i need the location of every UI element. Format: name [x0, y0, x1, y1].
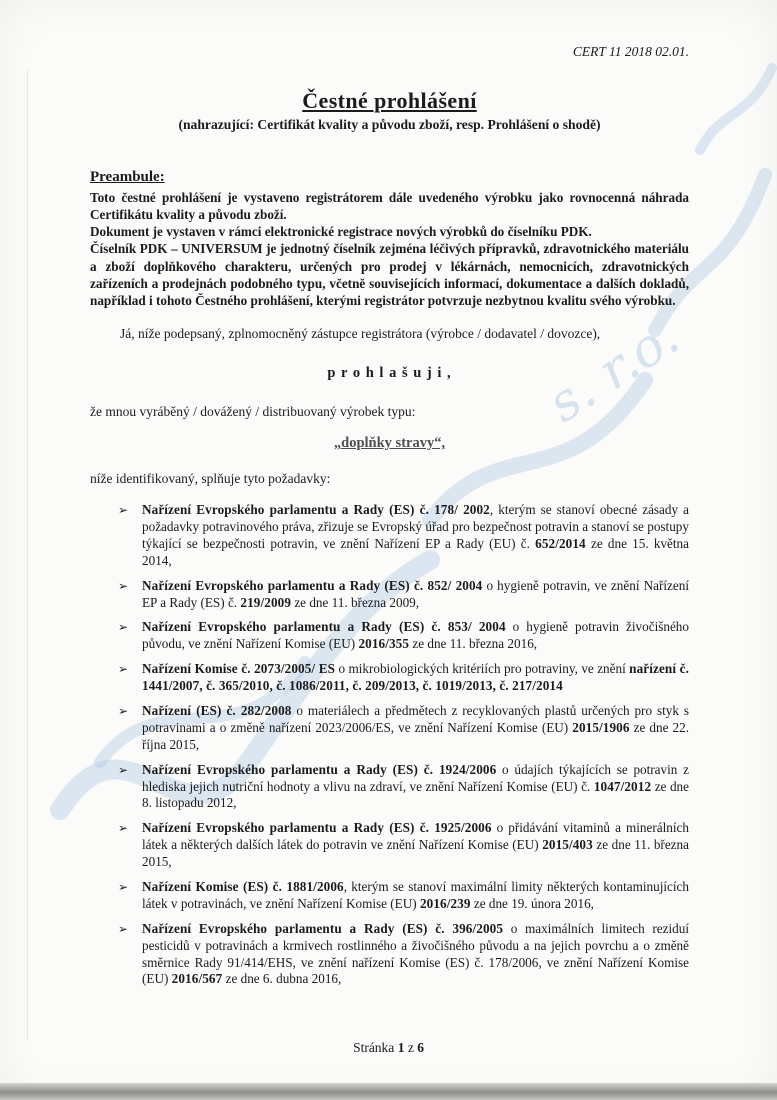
list-item [118, 762, 689, 813]
list-item-text: Nařízení Komise č. 2073/2005/ ES o mikrobiologických kritériích pro potraviny, ve znění nařízení č. 1441/2007, č. 365/2010, č. 1086/2011, č. 209/2013, č. 1019/2013, č. 217/2014 [142, 661, 689, 694]
list-item-text: Nařízení Evropského parlamentu a Rady (ES) č. 852/ 2004 o hygieně potravin, ve znění Nařízení EP a Rady (ES) č. 219/2009 ze dne 11. března 2009, [142, 577, 689, 610]
list-item-text: Nařízení Evropského parlamentu a Rady (ES) č. 1925/2006 o přidávání vitaminů a minerálních látek a některých dalších látek do potravin ve znění Nařízení Komise (EU) 2015/403 ze dne 11. března 2015, [142, 820, 689, 870]
scan-edge-artifact [0, 1083, 777, 1100]
page-title: Čestné prohlášení [302, 88, 477, 113]
list-item [118, 661, 689, 695]
page-subtitle: (nahrazující: Certifikát kvality a původu zboží, resp. Prohlášení o shodě) [178, 117, 601, 132]
bullet-arrow-icon: ➢ [118, 921, 129, 936]
preamble-block [90, 189, 689, 309]
declaration-word: p r o h l a š u j i , [327, 365, 452, 382]
list-item [118, 619, 689, 653]
list-item [118, 921, 689, 989]
list-item [118, 502, 689, 570]
page-footer: Stránka 1 z 6 [353, 1040, 424, 1055]
product-line: že mnou vyráběný / dovážený / distribuovaný výrobek typu: [90, 404, 416, 420]
list-item-text: Nařízení Komise (ES) č. 1881/2006, kterým se stanoví maximální limity některých kontaminujících látek v potravinách, ve znění Nařízení Komise (EU) 2016/239 ze dne 19. února 2016, [142, 879, 689, 911]
requirements-intro: níže identifikovaný, splňuje tyto požadavky: [90, 471, 331, 487]
list-item [118, 703, 689, 754]
bullet-arrow-icon: ➢ [118, 578, 129, 593]
list-item [118, 820, 689, 871]
list-item [118, 879, 689, 913]
document-code: CERT 11 2018 02.01. [572, 44, 689, 59]
list-item-text: Nařízení (ES) č. 282/2008 o materiálech a předmětech z recyklovaných plastů určených pro styk s potravinami a o změně nařízení 2023/2006/ES, ve znění Nařízení Komise (EU) 2015/1906 ze dne 22. října 2015, [142, 703, 689, 752]
list-item-text: Nařízení Evropského parlamentu a Rady (ES) č. 1924/2006 o údajích týkajících se potravin z hlediska jejich nutriční hodnoty a vlivu na zdraví, ve znění Nařízení Komise (EU) č. 1047/2012 ze dne 8. listopadu 2012, [142, 761, 690, 811]
list-item [118, 578, 689, 612]
bullet-arrow-icon: ➢ [118, 880, 129, 895]
bullet-arrow-icon: ➢ [118, 821, 129, 836]
preamble-heading: Preambule: [90, 169, 165, 185]
bullet-arrow-icon: ➢ [118, 704, 129, 718]
preamble-paragraph-2: Dokument je vystaven v rámci elektronické registrace nových výrobků do číselníku PDK. [90, 224, 592, 240]
preamble-paragraph-3: Číselník PDK – UNIVERSUM je jednotný číselník zejména léčivých přípravků, zdravotnického materiálu a zboží doplňkového charakteru, určených pro prodej v lékárnách, nemocnicích, zdravotnických zařízeních a prodejnách podobného typu, včetně souvisejících informací, dokumentace a dalších dokladů, například i tohoto Čestného prohlášení, kterými registrátor potvrzuje nezbytnou kvalitu svého výrobku. [90, 241, 689, 308]
list-item-text: Nařízení Evropského parlamentu a Rady (ES) č. 178/ 2002, kterým se stanoví obecné zásady a požadavky potravinového práva, zřizuje se Evropský úřad pro bezpečnost potravin a stanoví se postupy týkající se bezpečnosti potravin, ve znění Nařízení EP a Rady (EU) č. 652/2014 ze dne 15. května 2014, [142, 502, 689, 568]
bullet-arrow-icon: ➢ [118, 662, 129, 677]
list-item-text: Nařízení Evropského parlamentu a Rady (ES) č. 853/ 2004 o hygieně potravin živočišného původu, ve znění Nařízení Komise (EU) 2016/355 ze dne 11. března 2016, [142, 619, 689, 652]
bullet-arrow-icon: ➢ [118, 620, 129, 635]
preamble-paragraph-1: Toto čestné prohlášení je vystaveno registrátorem dále uvedeného výrobku jako rovnocenná náhrada Certifikátu kvality a původu zboží. [90, 190, 689, 223]
watermark-text: s. r.o. [537, 306, 690, 435]
bullet-arrow-icon: ➢ [118, 503, 129, 518]
bullet-arrow-icon: ➢ [118, 762, 129, 777]
list-item-text: Nařízení Evropského parlamentu a Rady (ES) č. 396/2005 o maximálních limitech reziduí pesticidů v potravinách a krmivech rostlinného a živočišného původu a na jejich povrchu a o změně směrnice Rady 91/414/EHS, ve znění nařízení Komise (ES) č. 178/2006, ve znění Nařízení Komise (EU) 2016/567 ze dne 6. dubna 2016, [142, 920, 689, 987]
product-type: „doplňky stravy“, [333, 435, 446, 452]
declarant-line: Já, níže podepsaný, zplnomocněný zástupce registrátora (výrobce / dodavatel / dovozce), [120, 326, 601, 342]
regulations-list [90, 502, 689, 988]
